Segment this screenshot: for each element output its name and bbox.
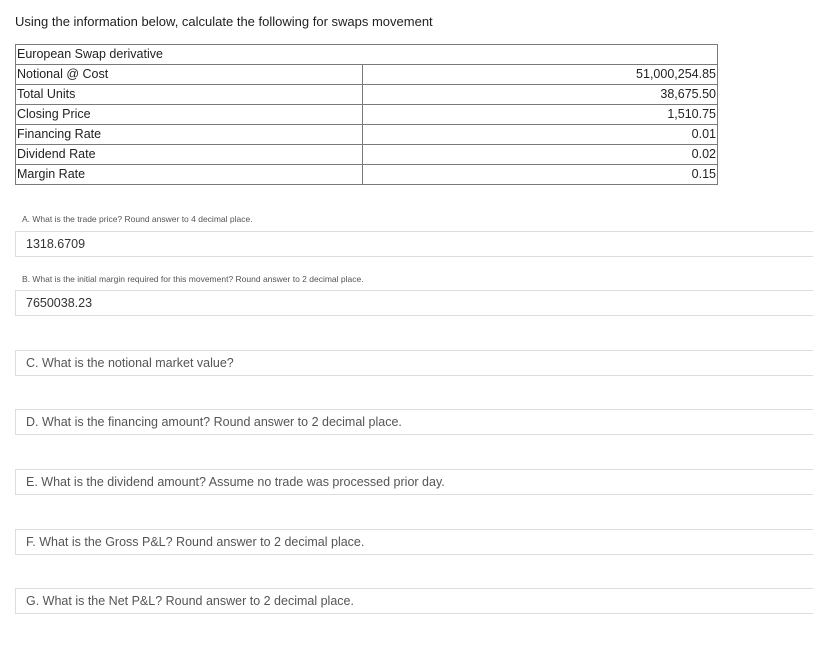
row-label-margin-rate: Margin Rate [16, 165, 363, 185]
table-row [16, 65, 718, 85]
question-g-box[interactable]: G. What is the Net P&L? Round answer to 2 decimal place. [15, 588, 813, 614]
table-row [16, 85, 718, 105]
row-label-notional: Notional @ Cost [16, 65, 363, 85]
table-header: European Swap derivative [16, 45, 718, 65]
row-value-closing-price: 1,510.75 [363, 105, 718, 125]
question-f-box[interactable]: F. What is the Gross P&L? Round answer to 2 decimal place. [15, 529, 813, 555]
table-row [16, 125, 718, 145]
row-value-total-units: 38,675.50 [363, 85, 718, 105]
instruction-text: Using the information below, calculate the following for swaps movement [15, 14, 433, 29]
row-value-margin-rate: 0.15 [363, 165, 718, 185]
row-label-total-units: Total Units [16, 85, 363, 105]
question-a-text: A. What is the trade price? Round answer to 4 decimal place. [22, 214, 253, 224]
table-row [16, 105, 718, 125]
row-value-financing-rate: 0.01 [363, 125, 718, 145]
question-b-text: B. What is the initial margin required for this movement? Round answer to 2 decimal place. [22, 274, 364, 284]
question-e-box[interactable]: E. What is the dividend amount? Assume no trade was processed prior day. [15, 469, 813, 495]
table-row [16, 165, 718, 185]
swap-data-table [15, 44, 718, 185]
row-value-dividend-rate: 0.02 [363, 145, 718, 165]
question-b [15, 274, 813, 284]
question-c-box[interactable]: C. What is the notional market value? [15, 350, 813, 376]
question-a [15, 214, 813, 224]
row-value-notional: 51,000,254.85 [363, 65, 718, 85]
row-label-financing-rate: Financing Rate [16, 125, 363, 145]
table-row [16, 145, 718, 165]
row-label-dividend-rate: Dividend Rate [16, 145, 363, 165]
answer-b-field[interactable]: 7650038.23 [15, 290, 813, 316]
question-d-box[interactable]: D. What is the financing amount? Round answer to 2 decimal place. [15, 409, 813, 435]
answer-a-field[interactable]: 1318.6709 [15, 231, 813, 257]
table-header-row [16, 45, 718, 65]
row-label-closing-price: Closing Price [16, 105, 363, 125]
